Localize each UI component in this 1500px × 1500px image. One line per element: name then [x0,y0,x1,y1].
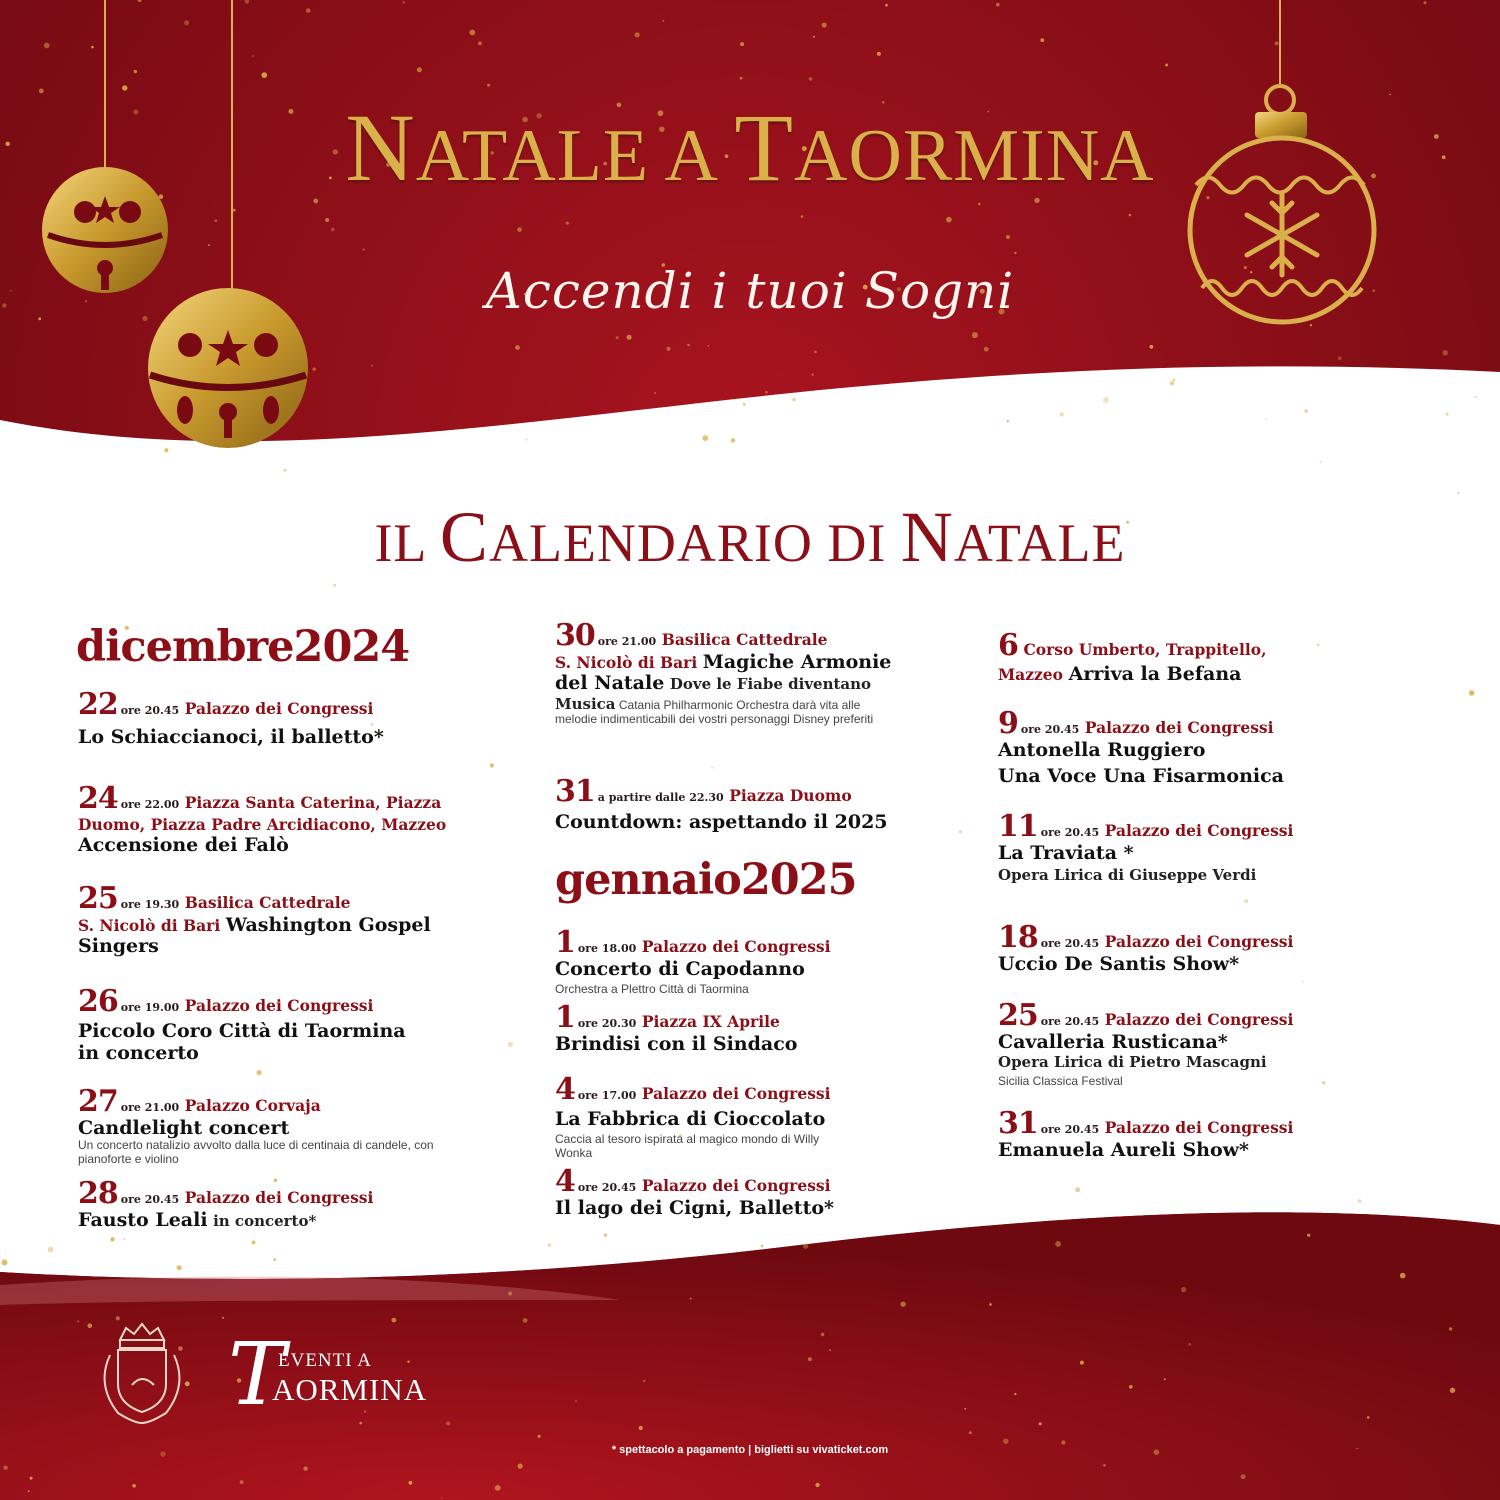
event-dec-26: 26 ore 19.00 Palazzo dei Congressi Piccolo Coro Città di Taormina in concerto [78,984,406,1064]
tagline: Accendi i tuoi Sogni [485,262,1015,320]
month-january: gennaio2025 [555,855,857,905]
event-jan-25: 25 ore 20.45 Palazzo dei Congressi Cavalleria Rusticana* Opera Lirica di Pietro Mascagni Sicilia Classica Festival [998,998,1294,1088]
event-dec-31: 31 a partire dalle 22.30 Piazza Duomo Countdown: aspettando il 2025 [555,774,888,833]
event-jan-9: 9 ore 20.45 Palazzo dei Congressi Antonella Ruggiero Una Voce Una Fisarmonica [998,706,1284,787]
event-jan-11: 11 ore 20.45 Palazzo dei Congressi La Traviata * Opera Lirica di Giuseppe Verdi [998,809,1294,884]
footer-note: * spettacolo a pagamento | biglietti su vivaticket.com [611,1444,889,1456]
main-title: NATALE A TAORMINA [345,94,1155,201]
event-jan-1-b: 1 ore 20.30 Piazza IX Aprile Brindisi con il Sindaco [555,1000,798,1055]
event-jan-4-a: 4 ore 17.00 Palazzo dei Congressi La Fabbrica di Cioccolato Caccia al tesoro ispirata al magico mondo di Willy Wonka [555,1072,831,1160]
calendar-heading: IL CALENDARIO DI NATALE [374,497,1126,577]
month-december: dicembre2024 [76,622,410,672]
event-jan-4-b: 4 ore 20.45 Palazzo dei Congressi Il lago dei Cigni, Balletto* [555,1164,834,1219]
event-jan-6: 6 Corso Umberto, Trappitello, Mazzeo Arriva la Befana [998,628,1267,685]
event-dec-27: 27 ore 21.00 Palazzo Corvaja Candlelight concert Un concerto natalizio avvolto dalla luce di centinaia di candele, con pianoforte e violino [78,1084,434,1166]
eventi-a-taormina-logo: T EVENTI A AORMINA [228,1325,428,1425]
event-dec-28: 28 ore 20.45 Palazzo dei Congressi Fausto Leali in concerto* [78,1176,374,1231]
event-dec-22: 22 ore 20.45 Palazzo dei Congressi Lo Schiaccianoci, il balletto* [78,687,384,748]
event-jan-31: 31 ore 20.45 Palazzo dei Congressi Emanuela Aureli Show* [998,1106,1294,1161]
event-jan-1-a: 1 ore 18.00 Palazzo dei Congressi Concerto di Capodanno Orchestra a Plettro Città di Taormina [555,925,831,996]
event-dec-24: 24 ore 22.00 Piazza Santa Caterina, Piazza Duomo, Piazza Padre Arcidiacono, Mazzeo Accensione dei Falò [78,781,447,856]
event-jan-18: 18 ore 20.45 Palazzo dei Congressi Uccio De Santis Show* [998,920,1294,975]
event-dec-25: 25 ore 19.30 Basilica Cattedrale S. Nicolò di Bari Washington Gospel Singers [78,881,431,957]
event-dec-30: 30 ore 21.00 Basilica Cattedrale S. Nicolò di Bari Magiche Armonie del Natale Dove le Fiabe diventano Musica Catania Philharmonic Orchestra darà vita alle melodie indimenticabili dei vostri personaggi Disney preferiti [555,618,892,726]
